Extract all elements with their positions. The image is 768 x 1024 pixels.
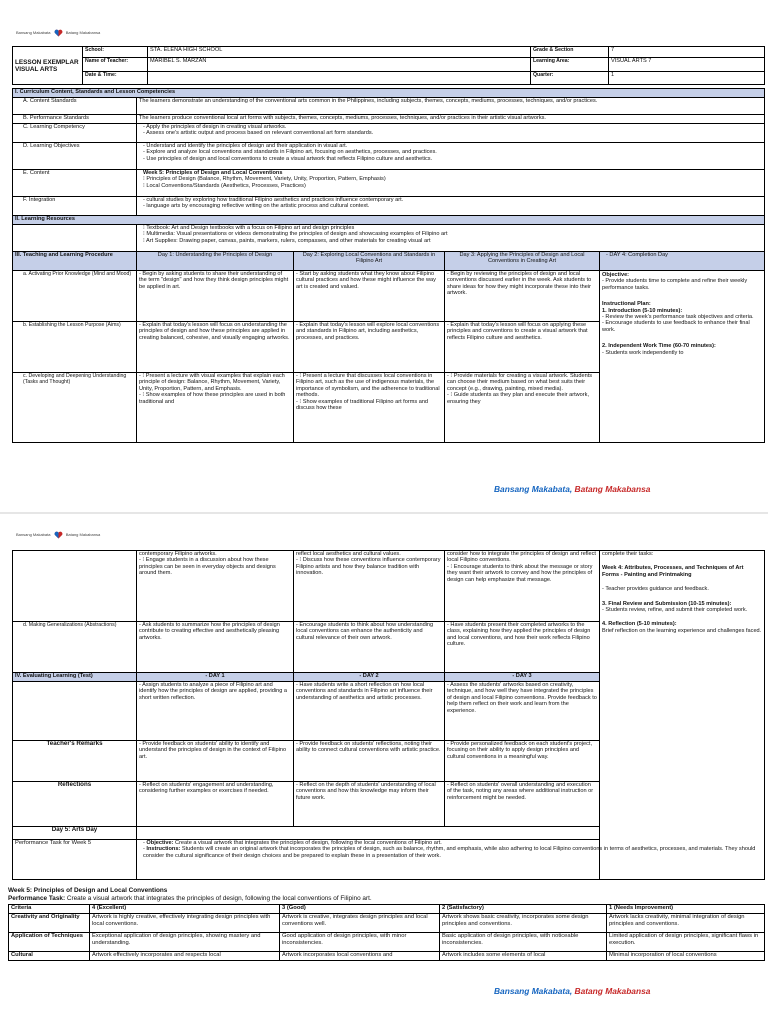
rubric-cell: Artwork effectively incorporates and respects local: [90, 952, 280, 961]
section-iii-heading: III. Teaching and Learning Procedure: [13, 252, 137, 271]
proc-c-day2-text: - ⁝ Present a lecture that discusses local conventions in Filipino art, such as the use of indigenous materials, the importance of symbolism, and the adherence to traditional methods.: [296, 373, 440, 399]
content-standards-text: The learners demonstrate an understanding of the conventional arts common in the Philippines, including subjects, themes, concepts, mediums, processes, techniques, and/or practices.: [137, 98, 765, 115]
competency-line: - Apply the principles of design in creating visual artworks.: [143, 124, 287, 130]
proc-c-day3-text: consider how to integrate the principles of design and reflect local Filipino conventions.: [447, 551, 596, 564]
learning-objectives-label: D. Learning Objectives: [13, 143, 137, 170]
eval-spacer: [13, 682, 137, 741]
proc-c-day3-text: - ⁝ Provide materials for creating a visual artwork. Students can choose their medium based on what best suits their concept (e.g., drawing, painting, mixed media).: [447, 373, 593, 392]
resources-spacer: [13, 225, 137, 252]
footer-slogan-a: Bansang Makabata,: [494, 484, 573, 494]
week-task-text: Create a visual artwork that integrates the principles of design, following the local conventions of Filipino art.: [65, 895, 372, 902]
rubric-header: 4 (Excellent): [90, 905, 280, 914]
rubric-cell: Minimal incorporation of local conventions: [607, 952, 765, 961]
eval-day2: - Have students write a short reflection on how local conventions and standards in Filipino art influence their understanding of aesthetics and artistic processes.: [294, 682, 445, 741]
integration-line: - cultural studies by exploring how traditional Filipino aesthetics and practices influence contemporary art.: [143, 197, 404, 203]
day1-heading: Day 1: Understanding the Principles of Design: [137, 252, 294, 271]
logo-text-left: Bansang Makabata: [16, 532, 51, 537]
section-iv-heading: IV. Evaluating Learning (Test): [13, 673, 137, 682]
learning-resources-text: [137, 225, 765, 252]
grade-value: 7: [609, 47, 765, 58]
proc-c-day1-text: - ⁝ Present a lecture with visual examples that explain each principle of design: Balance, Rhythm, Movement, Variety, Unity, Proportion, Pattern, and Emphasis.: [139, 373, 285, 392]
proc-c-day3: [445, 373, 600, 443]
integration-text: [137, 197, 765, 216]
day4-objective-label: Objective:: [602, 272, 630, 278]
procedure-table-p2: [12, 550, 765, 880]
proc-a-day3: - Begin by reviewing the principles of design and local conventions discussed earlier in the week. Ask students to share ideas for how they might incorporate these into their artwork.: [445, 271, 600, 322]
proc-b-day3: - Explain that today's lesson will focus on applying these principles and conventions to create a visual artwork that reflects Filipino culture and aesthetics.: [445, 322, 600, 373]
logo-text-right: Batang Makabansa: [65, 532, 101, 537]
competency-line: - Assess one's artistic output and process based on relevant conventional art form standards.: [143, 130, 374, 137]
footer-slogan-b: Batang Makabansa: [572, 484, 651, 494]
day3-heading: Day 3: Applying the Principles of Design and Local Conventions in Creating Art: [445, 252, 600, 271]
day4-plan-cell-cont: [600, 551, 765, 880]
day4-final-item: - Students review, refine, and submit their completed work.: [602, 607, 748, 614]
heart-logo-icon: [54, 531, 63, 539]
heart-logo-icon: [54, 29, 63, 37]
week-title: Week 5: Principles of Design and Local Conventions: [8, 887, 168, 894]
remarks-day2: - Provide feedback on students' reflections, noting their ability to connect cultural conventions with artistic practice.: [294, 741, 445, 782]
performance-task-label: Performance Task for Week 5: [13, 840, 137, 880]
footer-slogan: [494, 986, 650, 996]
logo-text-right: Batang Makabansa: [65, 30, 101, 35]
proc-b-day1: - Explain that today's lesson will focus on understanding the principles of design and how these principles are applied in creating balanced, cohesive, and visually engaging artworks.: [137, 322, 294, 373]
week-task-key: Performance Task:: [8, 895, 66, 902]
school-label: School:: [83, 47, 148, 58]
teacher-label: Name of Teacher:: [83, 58, 148, 72]
deepening-understanding-label: c. Developing and Deepening Understanding (Tasks and Thought): [13, 373, 137, 443]
footer-slogan-b: Batang Makabansa: [572, 986, 651, 996]
exemplar-label: LESSON EXEMPLAR VISUAL ARTS: [13, 47, 83, 85]
proc-c-continued-label: [13, 551, 137, 622]
arts-day-label: Day 5: Arts Day: [13, 827, 137, 840]
proc-c-day2: [294, 373, 445, 443]
rubric-criterion: Cultural: [9, 952, 90, 961]
learning-objectives-text: [137, 143, 765, 170]
deped-logo: [16, 531, 100, 539]
day4-plan-cell: [600, 271, 765, 443]
proc-c-day1-text: - ⁝ Show examples of how these principles are used in both traditional and: [139, 392, 286, 405]
school-value: STA. ELENA HIGH SCHOOL: [148, 47, 531, 58]
rubric-header: Criteria: [9, 905, 90, 914]
rubric-header: 1 (Needs Improvement): [607, 905, 765, 914]
rubric-header: 2 (Satisfactory): [440, 905, 607, 914]
resource-line: ⁝ Multimedia: Visual presentations or videos demonstrating the principles of design and showcasing examples of Filipino art: [143, 231, 448, 238]
eval-day2-heading: - DAY 2: [294, 673, 445, 682]
pt-objective: Create a visual artwork that integrates the principles of design, following the local conventions of Filipino art.: [173, 840, 442, 846]
content-standards-label: A. Content Standards: [13, 98, 137, 115]
proc-c-day1-text: - ⁝ Engage students in a discussion about how these principles can be seen in everyday objects and designs around them.: [139, 557, 276, 577]
area-value: VISUAL ARTS 7: [609, 58, 765, 72]
proc-d-day3: - Have students present their completed artworks to the class, explaining how they applied the principles of design and local conventions, and how their work reflects Filipino culture.: [445, 622, 600, 673]
objective-line: - Use principles of design and local conventions to create a visual artwork that reflects Filipino culture and aesthetics.: [143, 155, 433, 162]
day4-objective-text: - Provide students time to complete and refine their weekly performance tasks.: [602, 278, 748, 291]
proc-c-day3-text: - ⁝ Encourage students to think about the message or story they want their artwork to convey and how the principles of design can help emphasize that message.: [447, 563, 593, 583]
proc-c-day2-cont: [294, 551, 445, 622]
day4-reflection-item: Brief reflection on the learning experience and challenges faced.: [602, 627, 762, 634]
rubric-cell: Artwork shows basic creativity, incorporates some design principles and conventions.: [440, 914, 607, 933]
reflection-day2: - Reflect on the depth of students' understanding of local conventions and how this knowledge may inform their future work.: [294, 782, 445, 827]
resource-line: ⁝ Textbook: Art and Design textbooks with a focus on Filipino art and design principles: [143, 225, 355, 231]
rubric-cell: Artwork is highly creative, effectively integrating design principles with local conventions.: [90, 914, 280, 933]
eval-day3-heading: - DAY 3: [445, 673, 600, 682]
day4-intro-heading: 1. Introduction (5-10 minutes):: [602, 307, 683, 314]
objective-line: - Understand and identify the principles of design and their application in visual art.: [143, 143, 348, 149]
footer-slogan-a: Bansang Makabata,: [494, 986, 573, 996]
proc-c-day2-text: - ⁝ Show examples of traditional Filipino art forms and discuss how these: [296, 398, 429, 412]
objective-line: - Explore and analyze local conventions and standards in Filipino art, focusing on aesthetics, processes, and practices.: [143, 149, 437, 156]
proc-a-day1: - Begin by asking students to share their understanding of the term "design" and how they think design principles might be applied in art.: [137, 271, 294, 322]
date-label: Date & Time:: [83, 72, 148, 85]
logo-text-left: Bansang Makabata: [16, 30, 51, 35]
reflection-day3: - Reflect on students' overall understanding and execution of the task, noting any areas where additional instruction or reinforcement might be needed.: [445, 782, 600, 827]
teachers-remarks-label: Teacher's Remarks: [13, 741, 137, 782]
integration-line: - language arts by encouraging reflective writing on the artistic process and cultural context.: [143, 203, 370, 210]
day4-work-heading: 2. Independent Work Time (60-70 minutes):: [602, 343, 716, 350]
procedure-table-p1: [12, 88, 765, 443]
rubric-criterion: Application of Techniques: [9, 933, 90, 952]
rubric-cell: Good application of design principles, with minor inconsistencies.: [280, 933, 440, 952]
section-ii-heading: II. Learning Resources: [13, 216, 765, 225]
page-2: [0, 514, 768, 1024]
day2-heading: Day 2: Exploring Local Conventions and Standards in Filipino Art: [294, 252, 445, 271]
quarter-value: 1: [609, 72, 765, 85]
eval-day3: - Assess the students' artworks based on creativity, technique, and how well they have integrated the principles of design and local Filipino conventions. Provide feedback to help them reflect on their work and learn from the experience.: [445, 682, 600, 741]
proc-c-day1-cont: [137, 551, 294, 622]
proc-c-day1: [137, 373, 294, 443]
rubric-cell: Exceptional application of design principles, showing mastery and understanding.: [90, 933, 280, 952]
learning-competency-text: [137, 124, 765, 143]
day4-intro-item: - Encourage students to use feedback to enhance their final work.: [602, 320, 750, 333]
content-line: ⁝ Principles of Design (Balance, Rhythm, Movement, Variety, Unity, Proportion, Pattern, Emphasis): [143, 176, 386, 183]
proc-c-day2-text: - ⁝ Discuss how these conventions influence contemporary Filipino artists and how they balance tradition with innovation.: [296, 557, 441, 577]
rubric-cell: Artwork incorporates local conventions and: [280, 952, 440, 961]
arts-day-cell: [137, 827, 600, 840]
day4-final-heading: 3. Final Review and Submission (10-15 minutes):: [602, 600, 732, 607]
area-label: Learning Area:: [531, 58, 609, 72]
proc-d-day2: - Encourage students to think about how understanding local conventions can enhance the authenticity and cultural relevance of their own artwork.: [294, 622, 445, 673]
content-line: ⁝ Local Conventions/Standards (Aesthetics, Processes, Practices): [143, 182, 306, 189]
lesson-header-table: [12, 46, 765, 85]
day4-heading: - DAY 4: Completion Day: [600, 252, 765, 271]
day4-plan-label: Instructional Plan:: [602, 301, 651, 308]
section-i-heading: I. Curriculum Content, Standards and Lesson Competencies: [13, 89, 765, 98]
lesson-purpose-label: b. Establishing the Lesson Purpose (Aims): [13, 322, 137, 373]
learning-competency-label: C. Learning Competency: [13, 124, 137, 143]
rubric-cell: Artwork includes some elements of local: [440, 952, 607, 961]
reflections-label: Reflections: [13, 782, 137, 827]
integration-label: F. Integration: [13, 197, 137, 216]
rubric-header: 3 (Good): [280, 905, 440, 914]
proc-c-day3-cont: [445, 551, 600, 622]
proc-b-day2: - Explain that today's lesson will explore local conventions and standards in Filipino art, including aesthetics, processes, and practices.: [294, 322, 445, 373]
rubric-criterion: Creativity and Originality: [9, 914, 90, 933]
pt-instructions-key: Instructions:: [146, 846, 181, 853]
rubric-cell: Limited application of design principles, significant flaws in execution.: [607, 933, 765, 952]
generalizations-label: d. Making Generalizations (Abstractions): [13, 622, 137, 673]
day4-reflection-heading: 4. Reflection (5-10 minutes):: [602, 621, 677, 628]
day4-work-item: complete their tasks:: [602, 551, 654, 557]
activating-prior-knowledge-label: a. Activating Prior Knowledge (Mind and Mood): [13, 271, 137, 322]
day4-week-note: Week 4: Attributes, Processes, and Techniques of Art Forms - Painting and Printmaking: [602, 565, 744, 578]
proc-a-day2: - Start by asking students what they know about Filipino cultural practices and how these might influence the way art is created and valued.: [294, 271, 445, 322]
day4-work-item: - Students work independently to: [602, 349, 684, 356]
rubric-cell: Basic application of design principles, with noticeable inconsistencies.: [440, 933, 607, 952]
pt-instructions: Students will create an original artwork that incorporates the principles of design, such as balance, rhythm, and emphasis, while also adhering to local Filipino conventions in terms of aesthetics, processes, and materials. They should consider the cultural significance of their design choices and be prepared to explain these in a presentation of their work.: [143, 846, 756, 859]
deped-logo: [16, 29, 100, 37]
proc-c-day2-text: reflect local aesthetics and cultural values.: [296, 551, 401, 557]
day4-intro-item: - Review the week's performance task objectives and criteria.: [602, 314, 754, 321]
performance-standards-text: The learners produce conventional local art forms with subjects, themes, concepts, mediums, processes, techniques, and/or practices in their artistic visual artworks.: [137, 115, 765, 124]
content-week-title: Week 5: Principles of Design and Local Conventions: [143, 170, 283, 176]
week-task: [8, 895, 372, 902]
performance-standards-label: B. Performance Standards: [13, 115, 137, 124]
proc-c-day1-text: contemporary Filipino artworks.: [139, 551, 217, 557]
rubric-table: [8, 904, 765, 961]
eval-day1: - Assign students to analyze a piece of Filipino art and identify how the principles of design are applied, providing a short written reflection.: [137, 682, 294, 741]
eval-day1-heading: - DAY 1: [137, 673, 294, 682]
grade-label: Grade & Section: [531, 47, 609, 58]
date-value: [148, 72, 531, 85]
teacher-value: MARIBEL S. MARZAN: [148, 58, 531, 72]
remarks-day1: - Provide feedback on students' ability to identify and understand the principles of design in the context of Filipino art.: [137, 741, 294, 782]
reflection-day1: - Reflect on students' engagement and understanding, considering further examples or exercises if needed.: [137, 782, 294, 827]
performance-task-text: - Objective: Create a visual artwork that integrates the principles of design, following the local conventions of Filipino art. - Instructions: Students will create an original artwork that incorporates the principles of design, such as balance, rhythm, and emphasis, while also adhering to local Filipino conventions in terms of aesthetics, processes, and materials. They should consider the cultural significance of their design choices and be prepared to explain these in a presentation of their work.: [137, 840, 765, 880]
rubric-cell: Artwork lacks creativity, minimal integration of design principles and conventions.: [607, 914, 765, 933]
proc-d-day1: - Ask students to summarize how the principles of design contribute to creating effective and aesthetically pleasing artworks.: [137, 622, 294, 673]
day4-work-item: - Teacher provides guidance and feedback.: [602, 586, 709, 593]
pt-objective-key: Objective:: [146, 840, 174, 846]
footer-slogan: [494, 484, 650, 494]
remarks-day3: - Provide personalized feedback on each student's project, focusing on their ability to apply design principles and cultural conventions in a meaningful way.: [445, 741, 600, 782]
rubric-cell: Artwork is creative, integrates design principles and local conventions well.: [280, 914, 440, 933]
quarter-label: Quarter:: [531, 72, 609, 85]
content-label: E. Content: [13, 170, 137, 197]
proc-c-day3-text: - ⁝ Guide students as they plan and execute their artwork, ensuring they: [447, 392, 590, 405]
resource-line: ⁝ Art Supplies: Drawing paper, canvas, paints, markers, rulers, compasses, and other materials for creating visual art: [143, 237, 431, 244]
content-text: [137, 170, 765, 197]
